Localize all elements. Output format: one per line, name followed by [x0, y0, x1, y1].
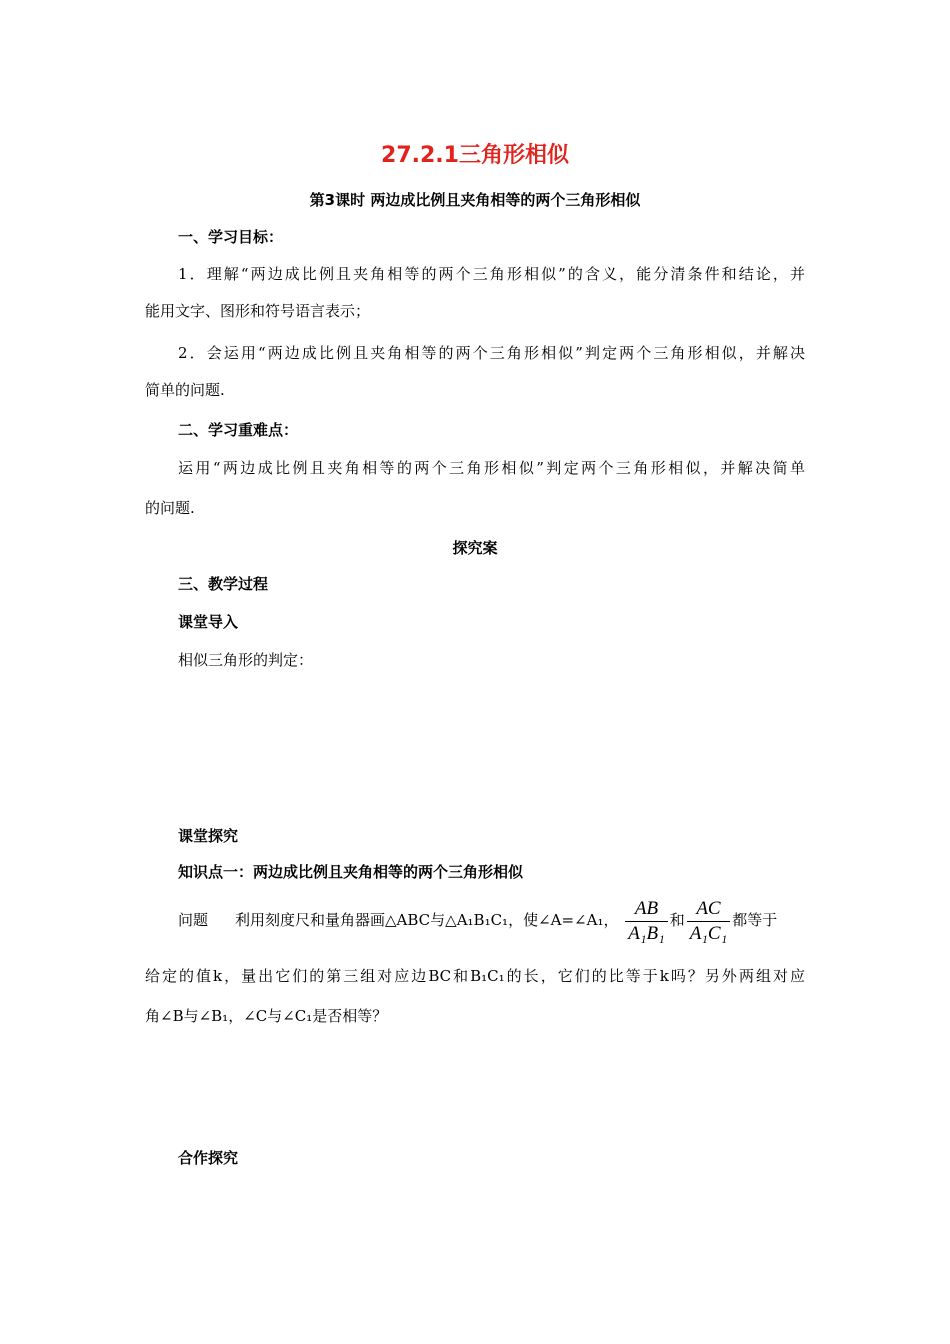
objective-2-line-2: 简单的问题.	[145, 381, 225, 399]
fraction-ac	[687, 898, 731, 945]
question-line-3: 角∠B与∠B₁，∠C与∠C₁是否相等？	[145, 1007, 388, 1025]
case-title: 探究案	[452, 539, 498, 557]
question-label: 问题	[178, 911, 209, 929]
page-title: 27.2.1三角形相似	[381, 143, 569, 168]
section-heading-key-points: 二、学习重难点：	[178, 421, 299, 439]
knowledge-point-heading: 知识点一：两边成比例且夹角相等的两个三角形相似	[178, 863, 524, 881]
fraction-ab-numerator: AB	[634, 897, 659, 919]
key-points-line-2: 的问题.	[145, 499, 195, 517]
and-text: 和	[669, 911, 685, 929]
section-heading-process: 三、教学过程	[178, 575, 269, 593]
lesson-subtitle: 第3课时 两边成比例且夹角相等的两个三角形相似	[309, 191, 641, 209]
objective-2-line-1: 2．会运用“两边成比例且夹角相等的两个三角形相似”判定两个三角形相似，并解决	[178, 344, 805, 362]
fraction-ab	[625, 898, 667, 945]
question-text-1: 利用刻度尺和量角器画△ABC与△A₁B₁C₁，使∠A=∠A₁，	[235, 911, 619, 929]
question-line-2: 给定的值k，量出它们的第三组对应边BC和B₁C₁的长，它们的比等于k吗？另外两组对应	[145, 967, 805, 985]
section-heading-objectives: 一、学习目标：	[178, 228, 284, 246]
fraction-ac-numerator: AC	[696, 897, 721, 919]
fraction-ac-denominator: A₁C₁	[687, 921, 731, 945]
intro-text: 相似三角形的判定：	[178, 651, 314, 669]
subheading-intro: 课堂导入	[178, 613, 239, 631]
question-line-1	[178, 895, 777, 945]
subheading-cooperate: 合作探究	[178, 1149, 239, 1167]
subheading-explore: 课堂探究	[178, 827, 239, 845]
objective-1-line-2: 能用文字、图形和符号语言表示；	[145, 302, 371, 320]
fraction-ab-denominator: A₁B₁	[625, 921, 667, 945]
objective-1-line-1: 1．理解“两边成比例且夹角相等的两个三角形相似”的含义，能分清条件和结论，并	[178, 265, 805, 283]
question-text-2: 都等于	[732, 911, 778, 929]
key-points-line-1: 运用“两边成比例且夹角相等的两个三角形相似”判定两个三角形相似，并解决简单	[178, 459, 805, 477]
